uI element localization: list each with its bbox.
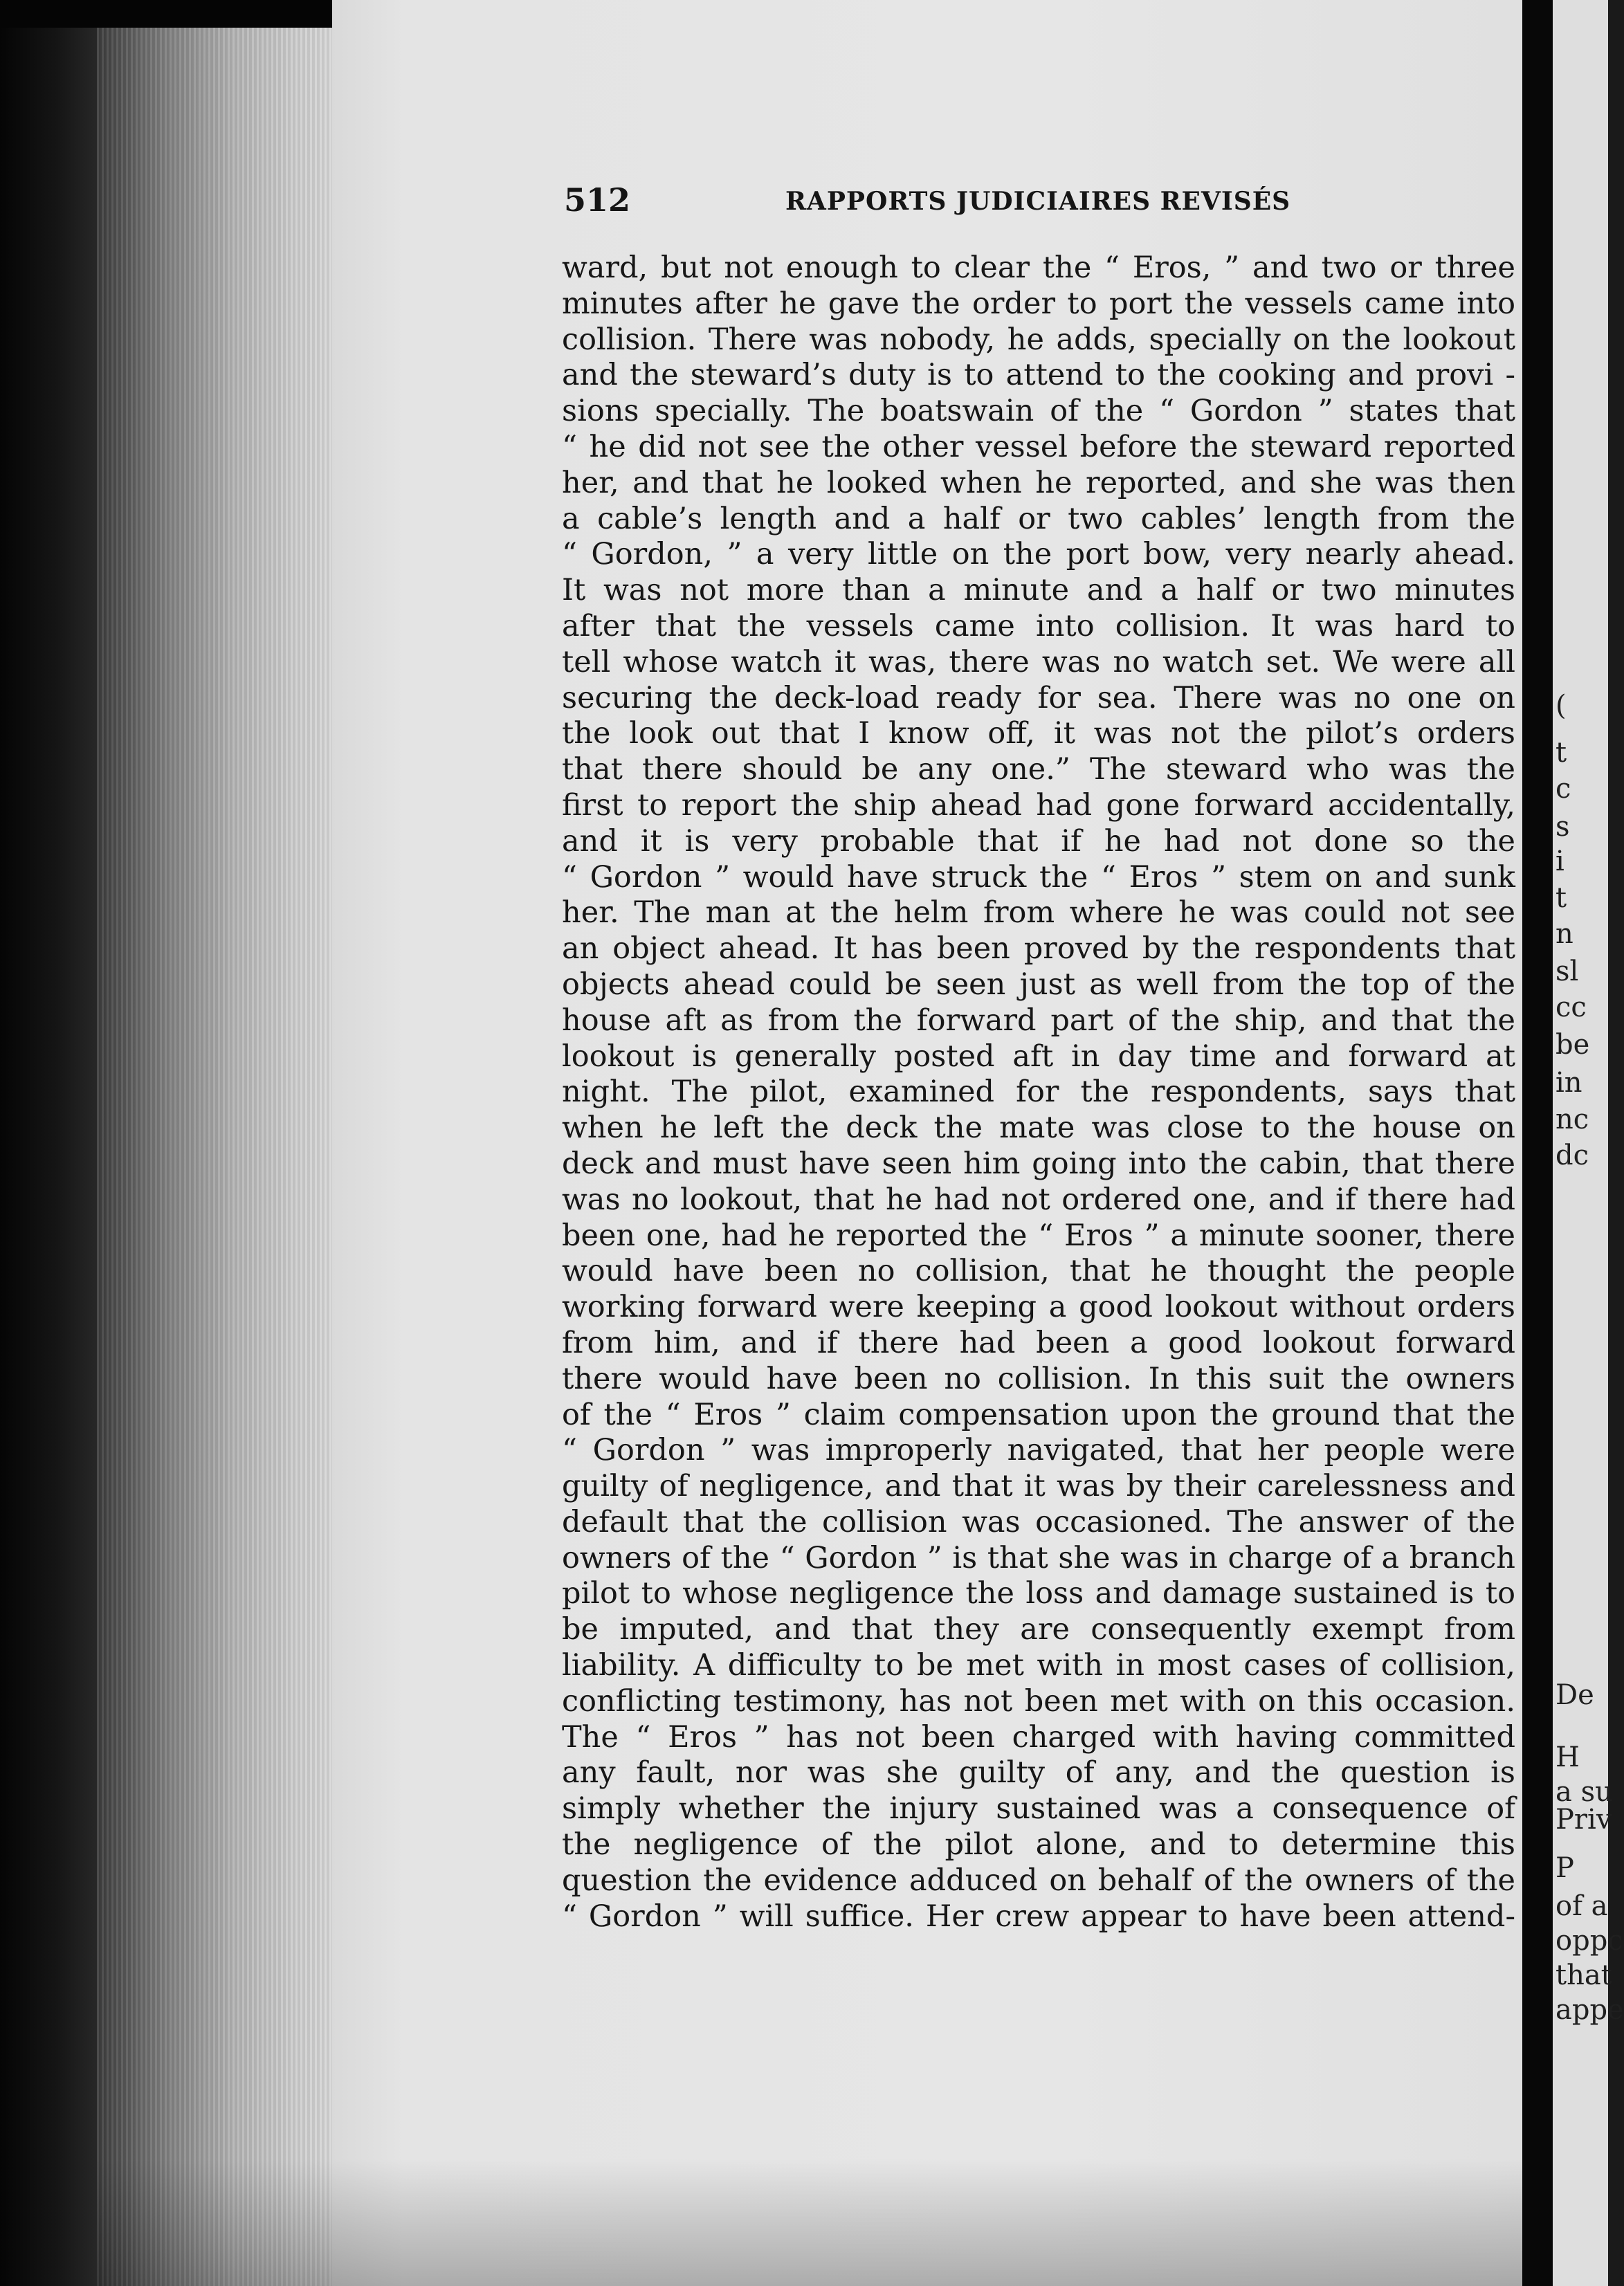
text-line: any fault, nor was she guilty of any, and the question is [562,1755,1515,1791]
adjacent-page-fragment [1553,0,1624,2286]
adjacent-page-text: s [1555,811,1570,843]
adjacent-page-text: that [1555,1959,1612,1991]
adjacent-page-text: t [1555,737,1567,769]
text-line: night. The pilot, examined for the respondents, says that [562,1075,1515,1110]
text-line: collision. There was nobody, he adds, specially on the lookout [562,322,1515,357]
text-line: objects ahead could be seen just as well from the top of the [562,967,1515,1002]
text-line: default that the collision was occasioned. The answer of the [562,1504,1515,1539]
adjacent-page-text: i [1555,845,1564,877]
book-page-edge [97,28,346,2286]
text-line: “ Gordon ” was improperly navigated, that her people were [562,1433,1515,1468]
text-line: the look out that I know off, it was not the pilot’s orders [562,716,1515,751]
text-line: deck and must have seen him going into the cabin, that there [562,1146,1515,1181]
text-line: and the steward’s duty is to attend to the cooking and provi - [562,358,1515,393]
text-line: sions specially. The boatswain of the “ Gordon ” states that [562,394,1515,429]
text-line: house aft as from the forward part of the ship, and that the [562,1003,1515,1038]
text-line: simply whether the injury sustained was a consequence of [562,1791,1515,1827]
adjacent-page-text: oppc [1555,1925,1623,1957]
adjacent-page-text: dc [1555,1140,1589,1171]
text-line: and it is very probable that if he had not done so the [562,823,1515,859]
page-gutter [1522,0,1553,2286]
adjacent-page-text: in [1555,1067,1582,1099]
adjacent-page-text: n [1555,918,1573,950]
adjacent-page-text: ( [1555,690,1567,722]
text-line: be imputed, and that they are consequently exempt from [562,1612,1515,1647]
text-line: working forward were keeping a good lookout without orders [562,1290,1515,1325]
text-line: minutes after he gave the order to port the vessels came into [562,286,1515,321]
text-line: tell whose watch it was, there was no watch set. We were all [562,644,1515,679]
text-line: there would have been no collision. In this suit the owners [562,1361,1515,1396]
text-line: would have been no collision, that he thought the people [562,1254,1515,1289]
text-line: lookout is generally posted aft in day time and forward at [562,1039,1515,1074]
text-line: of the “ Eros ” claim compensation upon the ground that the [562,1397,1515,1432]
running-head: RAPPORTS JUDICIAIRES REVISÉS [785,187,1291,216]
text-line: “ Gordon, ” a very little on the port bow, very nearly ahead. [562,537,1515,572]
text-line: pilot to whose negligence the loss and damage sustained is to [562,1576,1515,1611]
adjacent-page-text: De [1555,1679,1594,1711]
adjacent-page-text: t [1555,882,1567,914]
text-line: “ Gordon ” will suffice. Her crew appear to have been attend- [562,1899,1515,1934]
adjacent-page-text: sl [1555,955,1579,987]
text-line: liability. A difficulty to be met with in most cases of collision, [562,1648,1515,1683]
text-line: the negligence of the pilot alone, and to determine this [562,1827,1515,1863]
adjacent-page-text: a su [1555,1776,1613,1808]
text-line: It was not more than a minute and a half or two minutes [562,573,1515,608]
adjacent-page-text: of a [1555,1890,1608,1922]
text-line: been one, had he reported the “ Eros ” a minute sooner, there [562,1218,1515,1253]
page-number: 512 [564,181,631,219]
adjacent-page-text: H [1555,1741,1580,1773]
adjacent-page-text: cc [1555,991,1587,1023]
text-line: an object ahead. It has been proved by the respondents that [562,931,1515,967]
text-line: ward, but not enough to clear the “ Eros, ” and two or three [562,250,1515,285]
adjacent-page-text: appe [1555,1994,1624,2026]
text-line: a cable’s length and a half or two cables’ length from the [562,501,1515,536]
text-line: after that the vessels came into collision. It was hard to [562,608,1515,643]
page-header [564,181,1519,223]
scan-left-margin [0,28,104,2286]
text-line: from him, and if there had been a good lookout forward [562,1325,1515,1360]
text-line: when he left the deck the mate was close to the house on [562,1110,1515,1146]
adjacent-page-text: P [1555,1852,1574,1884]
text-line: question the evidence adduced on behalf of the owners of the [562,1863,1515,1898]
text-line: conflicting testimony, has not been met with on this occasion. [562,1683,1515,1719]
text-line: “ Gordon ” would have struck the “ Eros ” stem on and sunk [562,859,1515,895]
text-line: owners of the “ Gordon ” is that she was in charge of a branch [562,1540,1515,1575]
text-line: first to report the ship ahead had gone forward accidentally, [562,787,1515,823]
body-text [562,250,1515,1935]
adjacent-page-text: be [1555,1029,1590,1061]
text-line: securing the deck-load ready for sea. There was no one on [562,680,1515,715]
text-line: “ he did not see the other vessel before the steward reported [562,429,1515,464]
text-line: her. The man at the helm from where he was could not see [562,895,1515,931]
text-line: guilty of negligence, and that it was by their carelessness and [562,1469,1515,1504]
text-line: that there should be any one.” The steward who was the [562,752,1515,787]
text-line: The “ Eros ” has not been charged with having committed [562,1719,1515,1755]
adjacent-page-text: c [1555,773,1571,805]
text-line: her, and that he looked when he reported, and she was then [562,465,1515,500]
adjacent-page-text: Priv [1555,1804,1612,1836]
text-line: was no lookout, that he had not ordered one, and if there had [562,1182,1515,1217]
adjacent-page-text: nc [1555,1104,1589,1135]
